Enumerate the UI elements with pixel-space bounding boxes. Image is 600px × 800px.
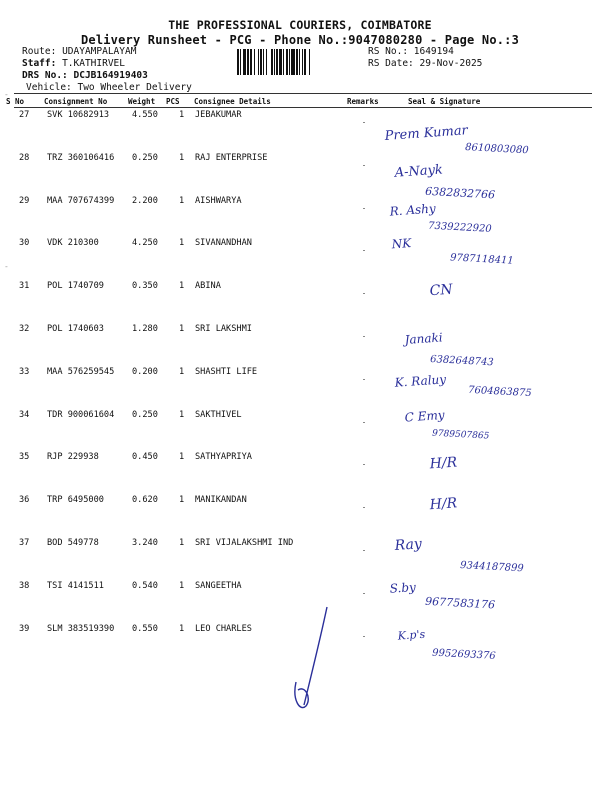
serial-number: 39 [19, 623, 30, 634]
weight-value: 3.240 [132, 538, 158, 548]
serial-number: 36 [19, 495, 30, 506]
margin-mark: - [4, 262, 9, 271]
weight-value: 0.550 [132, 623, 158, 634]
signature-phone: 9344187899 [459, 560, 524, 575]
signature-name: S.by [389, 580, 417, 596]
pieces-count: 1 [179, 409, 185, 420]
signature-name: R. Ashy [389, 201, 437, 219]
serial-number: 30 [19, 238, 30, 249]
consignee-name: SAKTHIVEL [195, 409, 242, 420]
drs-label: DRS No.: [22, 70, 68, 81]
consignment-number: POL 1740709 [47, 281, 104, 292]
weight-value: 0.450 [132, 452, 158, 463]
pieces-count: 1 [179, 495, 185, 506]
pieces-count: 1 [179, 324, 185, 334]
signature-name: A-Nayk [394, 162, 444, 181]
consignee-name: LEO CHARLES [195, 623, 252, 634]
route-label: Route: [22, 46, 57, 57]
signature-name: C Emy [404, 407, 446, 425]
consignment-number: MAA 576259545 [47, 366, 115, 377]
signature-phone: 8610803080 [464, 142, 529, 157]
signature-phone: 6382832766 [424, 184, 496, 202]
consignee-name: SHASHTI LIFE [195, 366, 258, 377]
signature-name: Ray [394, 536, 423, 554]
signature-name: K. Raluy [394, 372, 447, 390]
signature-name: Janaki [404, 330, 444, 347]
serial-number: 32 [19, 324, 30, 334]
signature-phone: 7339222920 [427, 220, 492, 235]
signature-name: H/R [429, 495, 458, 514]
signature-phone: 9952693376 [431, 647, 496, 662]
serial-number: 38 [19, 580, 30, 591]
drs-value: DCJB164919403 [73, 70, 148, 81]
serial-number: 35 [19, 452, 30, 463]
pieces-count: 1 [179, 238, 185, 249]
pieces-count: 1 [179, 110, 185, 120]
serial-number: 28 [19, 152, 30, 163]
col-sno: S No [6, 97, 25, 106]
signature-phone: 6382648743 [429, 354, 494, 369]
consignee-name: SATHYAPRIYA [195, 452, 252, 463]
serial-number: 27 [19, 110, 30, 120]
signature-name: Prem Kumar [384, 123, 469, 144]
weight-value: 2.200 [132, 195, 158, 206]
serial-number: 29 [19, 195, 30, 206]
serial-number: 34 [19, 409, 30, 420]
col-weight: Weight [128, 97, 156, 106]
consignment-number: TRZ 360106416 [47, 152, 115, 163]
serial-number: 33 [19, 366, 30, 377]
pieces-count: 1 [179, 195, 185, 206]
weight-value: 0.620 [132, 495, 158, 506]
weight-value: 0.200 [132, 366, 158, 377]
weight-value: 0.350 [132, 281, 158, 292]
signature-phone: 7604863875 [467, 384, 532, 400]
consignee-name: SANGEETHA [195, 580, 242, 591]
rs-date: RS Date: 29-Nov-2025 [368, 58, 483, 69]
serial-number: 31 [19, 281, 30, 292]
consignee-name: ABINA [195, 281, 221, 292]
weight-value: 4.550 [132, 110, 158, 120]
pieces-count: 1 [179, 623, 185, 634]
signature-name: H/R [429, 454, 458, 473]
consignment-number: BOD 549778 [47, 538, 99, 548]
runsheet-subtitle: Delivery Runsheet - PCG - Phone No.:9047080280 - Page No.:3 [80, 33, 520, 47]
consignee-name: MANIKANDAN [195, 495, 247, 506]
consignment-number: VDK 210300 [47, 238, 99, 249]
weight-value: 0.540 [132, 580, 158, 591]
col-consignment: Consignment No [44, 97, 108, 106]
rs-number: RS No.: 1649194 [368, 46, 454, 57]
weight-value: 4.250 [132, 238, 158, 249]
pieces-count: 1 [179, 366, 185, 377]
signature-phone: 9787118411 [449, 252, 514, 267]
signature-name: CN [429, 281, 454, 300]
serial-number: 37 [19, 538, 30, 548]
signature-name: K.p's [397, 627, 426, 643]
consignee-name: SIVANANDHAN [195, 238, 252, 249]
consignment-number: SLM 383519390 [47, 623, 115, 634]
weight-value: 1.280 [132, 324, 158, 334]
consignment-number: MAA 707674399 [47, 195, 115, 206]
consignment-number: SVK 10682913 [47, 110, 110, 120]
col-remarks: Remarks [347, 97, 379, 106]
vehicle-line: Vehicle: Two Wheeler Delivery [26, 82, 192, 93]
staff-value: T.KATHIRVEL [62, 58, 125, 69]
pieces-count: 1 [179, 452, 185, 463]
pieces-count: 1 [179, 281, 185, 292]
margin-mark: - [4, 90, 9, 99]
consignee-name: SRI VIJALAKSHMI IND [195, 538, 294, 548]
consignment-number: TRP 6495000 [47, 495, 104, 506]
pieces-count: 1 [179, 538, 185, 548]
staff-label: Staff: [22, 58, 57, 69]
consignment-number: TSI 4141511 [47, 580, 104, 591]
col-consignee: Consignee Details [194, 97, 271, 106]
consignment-number: POL 1740603 [47, 324, 104, 334]
consignee-name: SRI LAKSHMI [195, 324, 252, 334]
pieces-count: 1 [179, 152, 185, 163]
route-value: UDAYAMPALAYAM [62, 46, 137, 57]
consignment-number: RJP 229938 [47, 452, 99, 463]
signature-name: NK [391, 236, 412, 252]
signature-phone: 9677583176 [424, 594, 496, 612]
weight-value: 0.250 [132, 152, 158, 163]
col-seal-signature: Seal & Signature [408, 97, 481, 106]
pen-stroke-mark [295, 607, 327, 708]
pieces-count: 1 [179, 580, 185, 591]
col-pcs: PCS [166, 97, 180, 106]
consignee-name: RAJ ENTERPRISE [195, 152, 268, 163]
signature-phone: 9789507865 [431, 428, 490, 442]
consignee-name: JEBAKUMAR [195, 110, 242, 120]
consignment-number: TDR 900061604 [47, 409, 115, 420]
weight-value: 0.250 [132, 409, 158, 420]
company-title: THE PROFESSIONAL COURIERS, COIMBATORE [168, 18, 432, 32]
consignee-name: AISHWARYA [195, 195, 242, 206]
